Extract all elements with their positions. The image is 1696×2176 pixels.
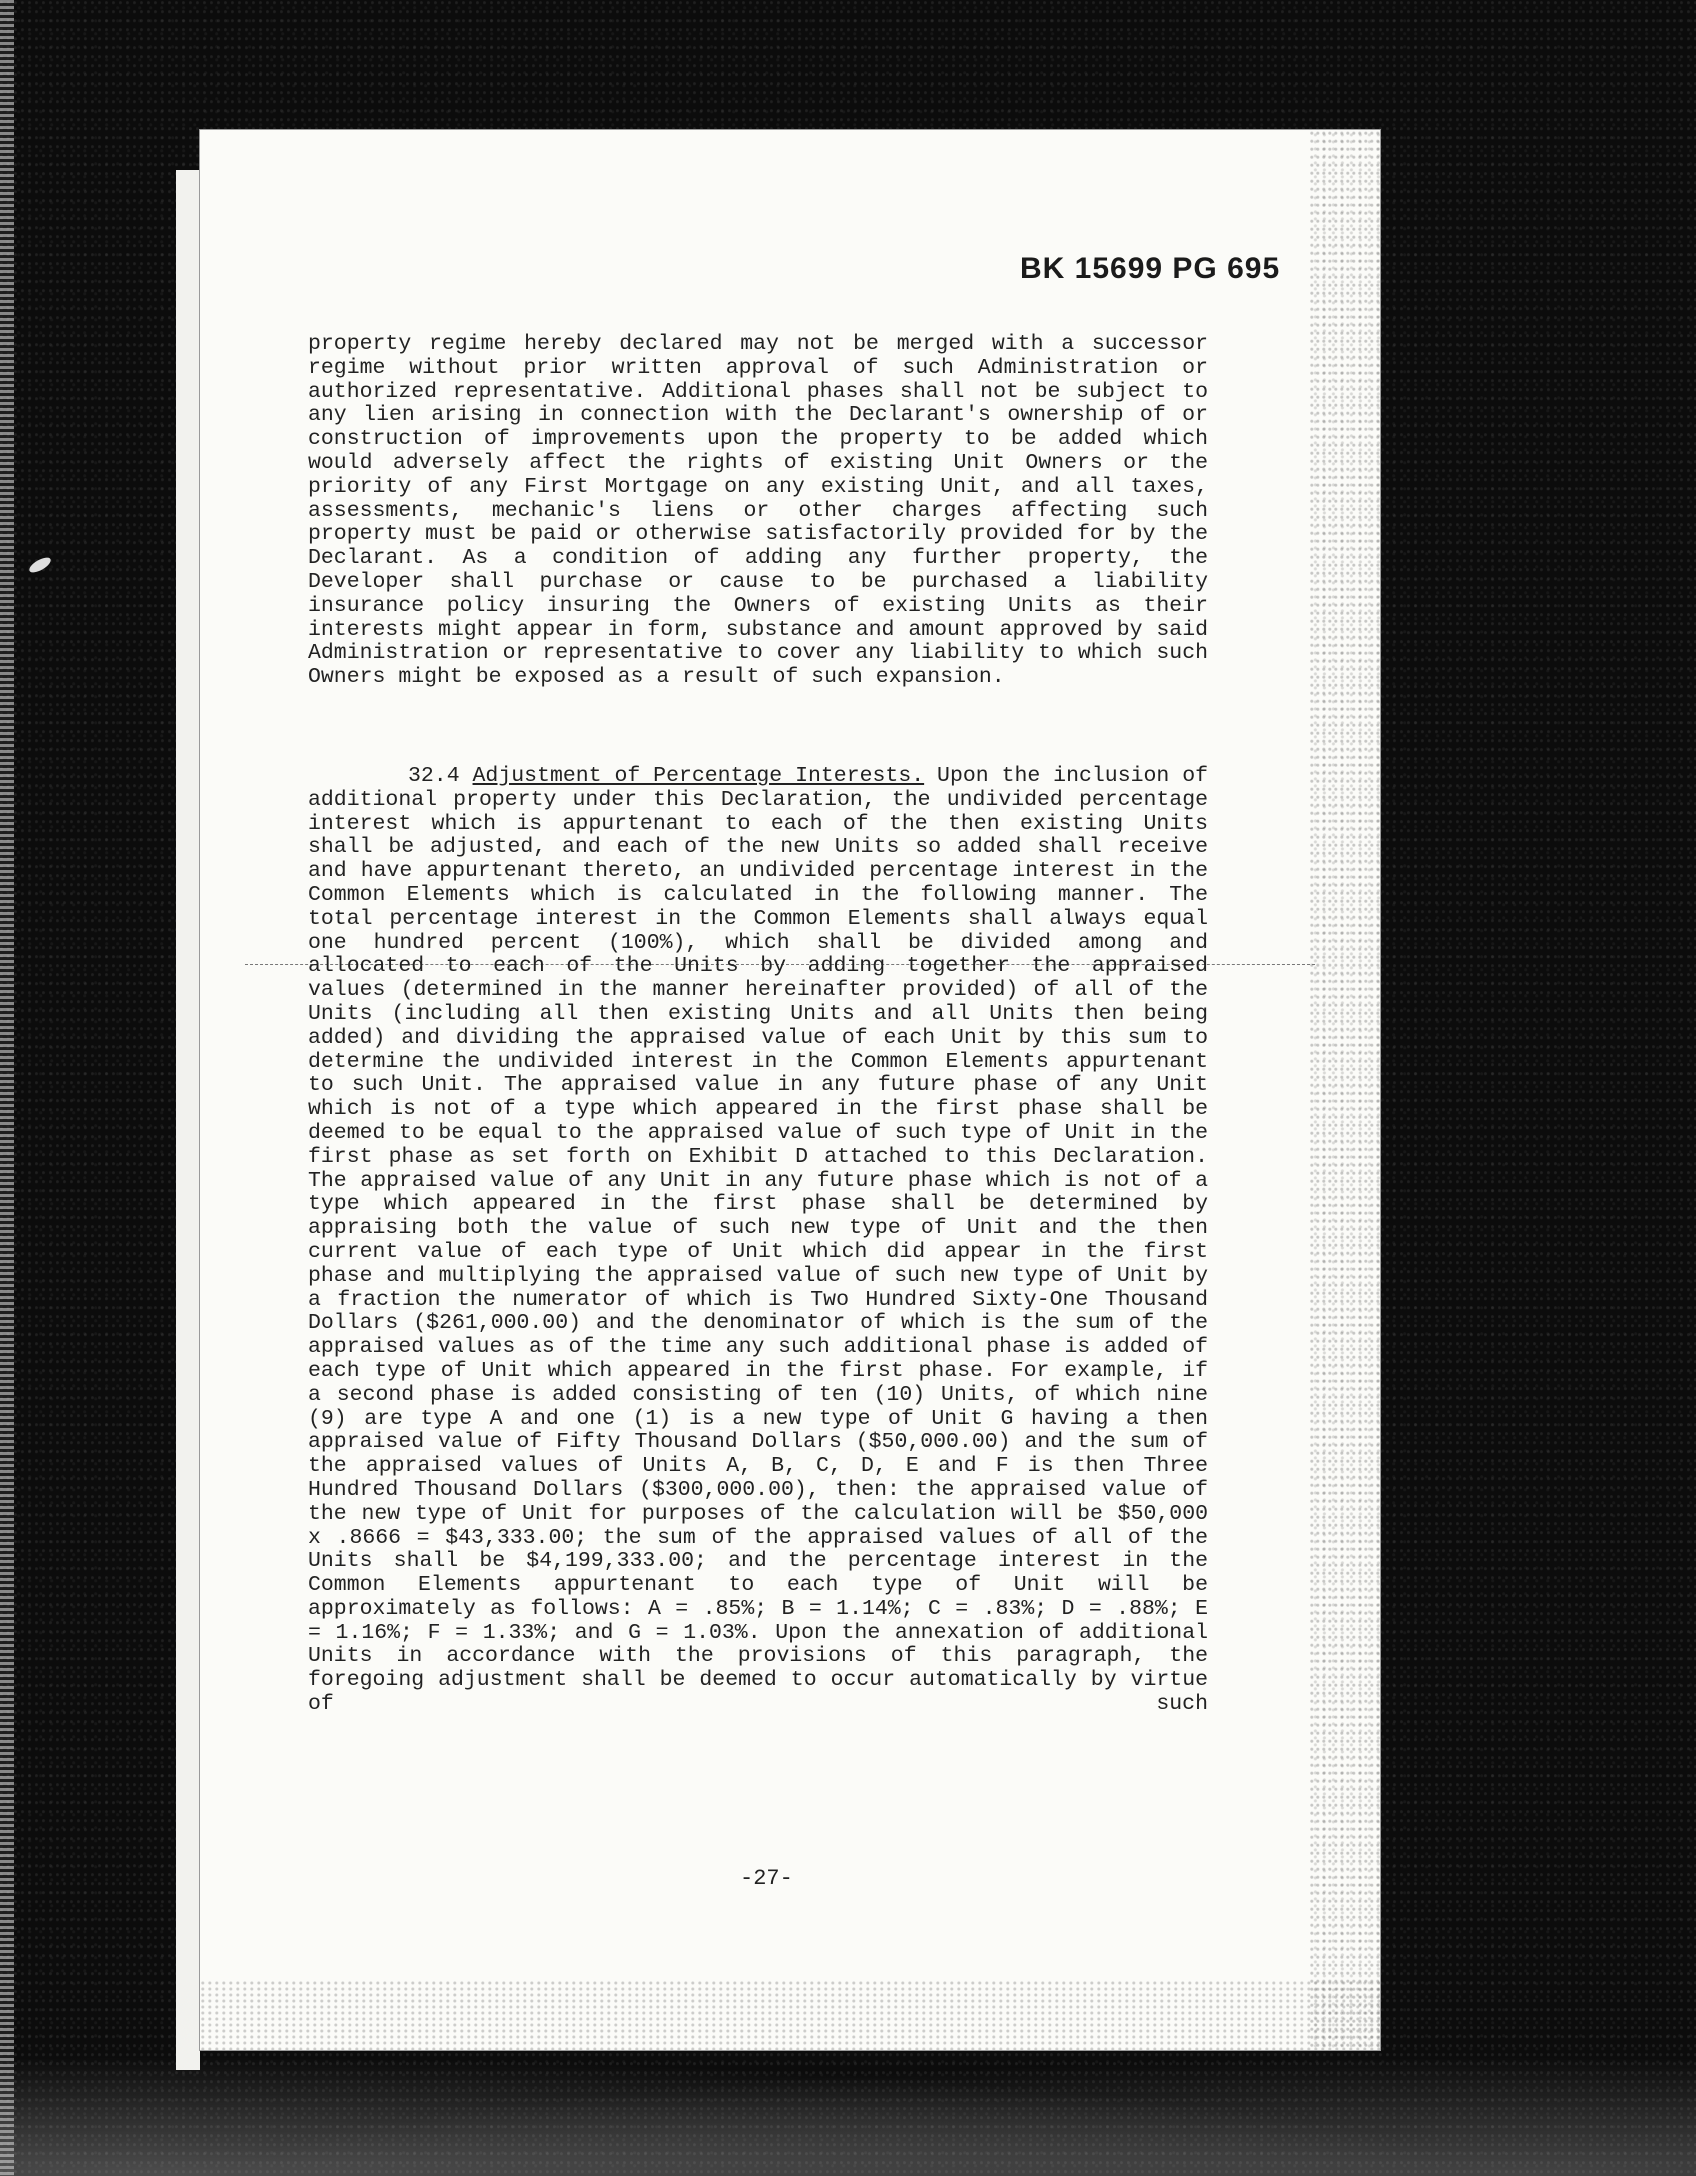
section-heading: Adjustment of Percentage Interests. (472, 764, 925, 788)
book-page-number: BK 15699 PG 695 (1020, 252, 1281, 285)
paper-left-edge (176, 170, 200, 2070)
page-number: -27- (740, 1866, 793, 1891)
scan-edge-strip (0, 0, 14, 2176)
section-number: 32.4 (408, 764, 460, 788)
paper-right-speckle (1310, 130, 1380, 2050)
section-32-4 (308, 765, 1208, 1717)
paragraph-continuation (308, 333, 1208, 690)
section-text: Upon the inclusion of additional property under this Declaration, the undivided percentage interest which is appurtenant to each of the then existing Units shall be adjusted, and each of the new Units so added shall receive and have appurtenant thereto, an undivided percentage interest in the Common Elements which is calculated in the following manner. The total percentage interest in the Common Elements shall always equal one hundred percent (100%), which shall be divided among and allocated to each of the Units by adding together the appraised values (determined in the manner hereinafter provided) of all of the Units (including all then existing Units and all Units then being added) and dividing the appraised value of each Unit by this sum to determine the undivided interest in the Common Elements appurtenant to such Unit. The appraised value in any future phase of any Unit which is not of a type which appeared in the first phase shall be deemed to be equal to the appraised value of such type of Unit in the first phase as set forth on Exhibit D attached to this Declaration. The appraised value of any Unit in any future phase which is not of a type which appeared in the first phase shall be determined by appraising both the value of such new type of Unit and the then current value of each type of Unit which did appear in the first phase and multiplying the appraised value of such new type of Unit by a fraction the numerator of which is Two Hundred Sixty-One Thousand Dollars ($261,000.00) and the denominator of which is the sum of the appraised values as of the time any such additional phase is added of each type of Unit which appeared in the first phase. For example, if a second phase is added consisting of ten (10) Units, of which nine (9) are type A and one (1) is a new type of Unit G having a then appraised value of Fifty Thousand Dollars ($50,000.00) and the sum of the appraised values of Units A, B, C, D, E and F is then Three Hundred Thousand Dollars ($300,000.00), then: the appraised value of the new type of Unit for purposes of the calculation will be $50,000 x .8666 = $43,333.00; the sum of the appraised values of all of the Units shall be $4,199,333.00; and the percentage interest in the Common Elements appurtenant to each type of Unit will be approximately as follows: A = .85%; B = 1.14%; C = .83%; D = .88%; E = 1.16%; F = 1.33%; and G = 1.03%. Upon the annexation of additional Units in accordance with the provisions of this paragraph, the foregoing adjustment shall be deemed to occur automatically by virtue of such (308, 764, 1209, 1717)
paper-bottom-speckle (200, 1980, 1380, 2050)
paragraph-text: property regime hereby declared may not be merged with a successor regime without prior written approval of such Administration or authorized representative. Additional phases shall not be subject to any lien arising in connection with the Declarant's ownership of or construction of improvements upon the property to be added which would adversely affect the rights of existing Unit Owners or the priority of any First Mortgage on any existing Unit, and all taxes, assessments, mechanic's liens or other charges affecting such property must be paid or otherwise satisfactorily provided for by the Declarant. As a condition of adding any further property, the Developer shall purchase or cause to be purchased a liability insurance policy insuring the Owners of existing Units as their interests might appear in form, substance and amount approved by said Administration or representative to cover any liability to which such Owners might be exposed as a result of such expansion. (308, 332, 1208, 690)
scan-bottom-noise (0, 2036, 1696, 2176)
